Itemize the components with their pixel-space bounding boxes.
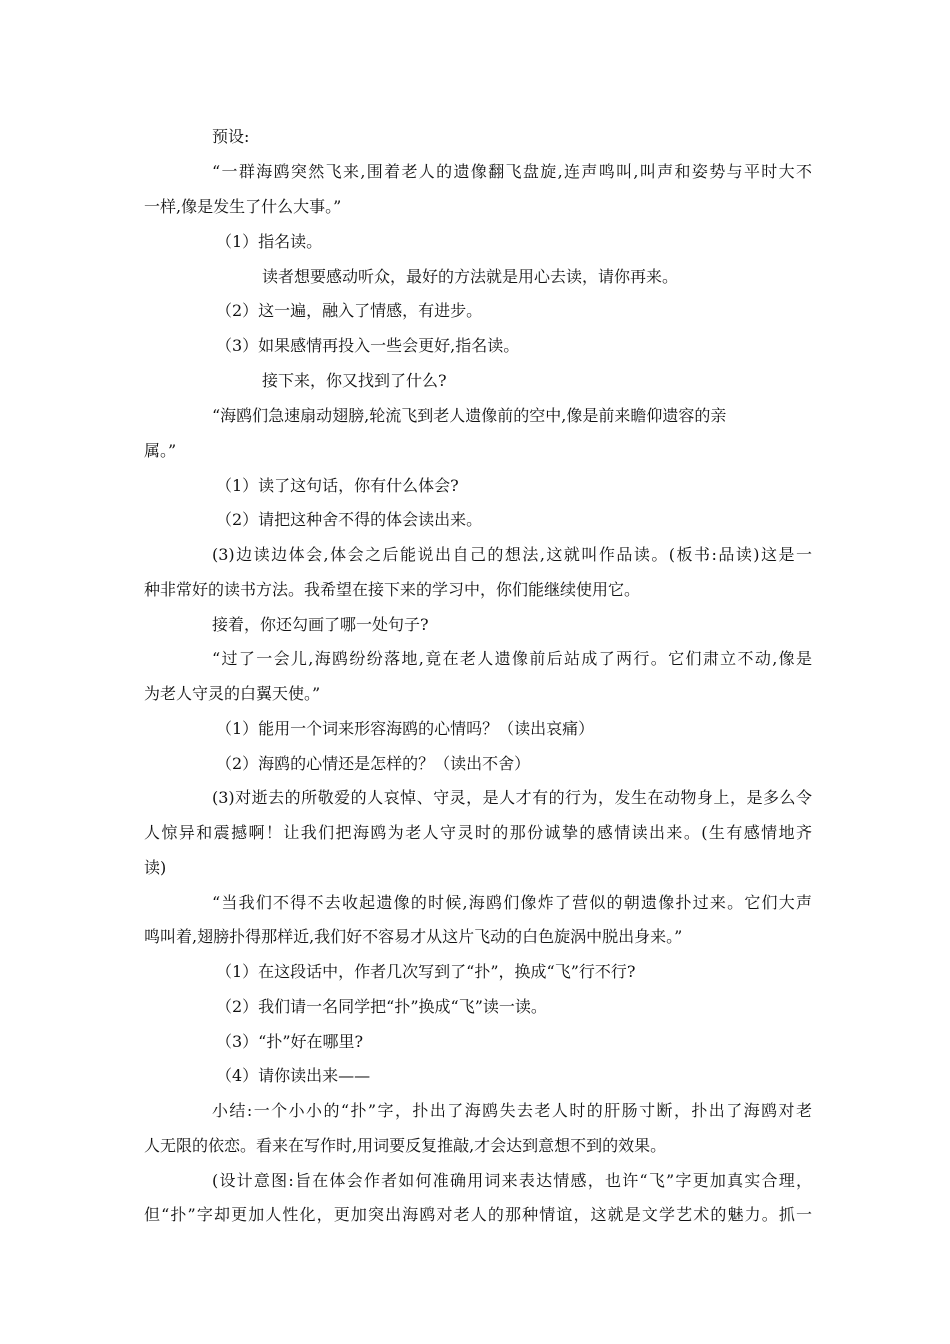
- text-line-item: （2）我们请一名同学把“扑”换成“飞”读一读。: [216, 997, 547, 1016]
- text-line-quote-1-end: 一样,像是发生了什么大事。”: [144, 197, 342, 216]
- text-line-item: （3）如果感情再投入一些会更好,指名读。: [216, 336, 520, 355]
- text-line-item: （4）请你读出来——: [216, 1066, 371, 1085]
- text-line: 读): [144, 858, 167, 877]
- text-line: (3)边读边体会,体会之后能说出自己的想法,这就叫作品读。(板书:品读)这是一: [212, 545, 812, 564]
- text-line: 读者想要感动听众，最好的方法就是用心去读，请你再来。: [262, 267, 679, 286]
- text-line-item: （1）在这段话中，作者几次写到了“扑”，换成“飞”行不行?: [216, 962, 636, 981]
- text-line-quote-3: “过了一会儿,海鸥纷纷落地,竟在老人遗像前后站成了两行。它们肃立不动,像是: [212, 649, 812, 668]
- text-line-item: （1）能用一个词来形容海鸥的心情吗？（读出哀痛）: [216, 719, 595, 738]
- text-line-design-intent: (设计意图:旨在体会作者如何准确用词来表达情感，也许“飞”字更加真实合理，: [212, 1171, 812, 1190]
- text-line-item: （1）指名读。: [216, 232, 323, 251]
- text-line: 人惊异和震撼啊！让我们把海鸥为老人守灵时的那份诚挚的感情读出来。(生有感情地齐: [144, 823, 812, 842]
- text-line: 种非常好的读书方法。我希望在接下来的学习中，你们能继续使用它。: [144, 580, 641, 599]
- text-line-item: （2）请把这种舍不得的体会读出来。: [216, 510, 483, 529]
- text-line-design-intent: 但“扑”字却更加人性化，更加突出海鸥对老人的那种情谊，这就是文学艺术的魅力。抓一: [144, 1205, 812, 1224]
- text-line: 接着，你还勾画了哪一处句子?: [212, 615, 429, 634]
- text-line: 接下来，你又找到了什么?: [262, 371, 447, 390]
- text-line-summary-end: 人无限的依恋。看来在写作时,用词要反复推敲,才会达到意想不到的效果。: [144, 1136, 667, 1155]
- text-line-quote-4: “当我们不得不去收起遗像的时候,海鸥们像炸了营似的朝遗像扑过来。它们大声: [212, 893, 812, 912]
- text-line-quote-1: “一群海鸥突然飞来,围着老人的遗像翻飞盘旋,连声鸣叫,叫声和姿势与平时大不: [212, 162, 812, 181]
- text-line-item: （2）海鸥的心情还是怎样的？（读出不舍）: [216, 754, 531, 773]
- text-line-quote-2-end: 属。”: [144, 441, 177, 460]
- text-line-item: （1）读了这句话，你有什么体会?: [216, 476, 459, 495]
- text-line-quote-3-end: 为老人守灵的白翼天使。”: [144, 684, 321, 703]
- text-line-summary: 小结:一个小小的“扑”字，扑出了海鸥失去老人时的肝肠寸断，扑出了海鸥对老: [212, 1101, 812, 1120]
- text-line-item: （2）这一遍，融入了情感，有进步。: [216, 301, 483, 320]
- text-line-quote-2: “海鸥们急速扇动翅膀,轮流飞到老人遗像前的空中,像是前来瞻仰遗容的亲: [212, 406, 727, 425]
- text-line-quote-4-end: 鸣叫着,翅膀扑得那样近,我们好不容易才从这片飞动的白色旋涡中脱出身来。”: [144, 927, 683, 946]
- text-line-item: （3）“扑”好在哪里?: [216, 1032, 364, 1051]
- text-line-preset-label: 预设:: [212, 127, 250, 146]
- text-line: (3)对逝去的所敬爱的人哀悼、守灵，是人才有的行为，发生在动物身上，是多么令: [212, 788, 812, 807]
